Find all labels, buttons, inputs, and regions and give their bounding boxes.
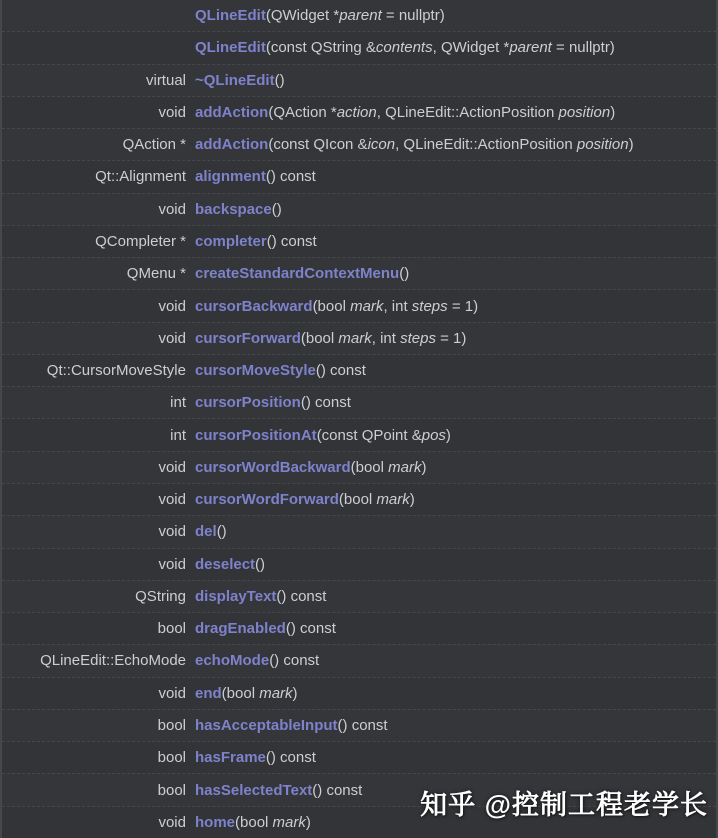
signature-text: ) xyxy=(305,813,311,831)
table-row xyxy=(2,354,716,386)
method-name-link[interactable]: createStandardContextMenu xyxy=(195,265,400,283)
table-row xyxy=(2,225,716,257)
return-type-cell: void xyxy=(158,555,186,573)
parameter-name: position xyxy=(558,103,611,121)
signature-text: () xyxy=(399,265,410,283)
method-name-link[interactable]: cursorMoveStyle xyxy=(195,362,316,380)
method-name-link[interactable]: completer xyxy=(195,232,267,250)
return-type-cell: QString xyxy=(135,587,186,605)
signature-cell xyxy=(186,782,362,799)
signature-cell xyxy=(186,717,388,734)
signature-cell xyxy=(186,330,466,347)
method-name-link[interactable]: QLineEdit xyxy=(195,39,266,57)
method-name-link[interactable]: cursorBackward xyxy=(195,297,313,315)
signature-text: ) xyxy=(409,491,415,509)
method-name-link[interactable]: end xyxy=(195,684,222,702)
signature-cell xyxy=(186,685,298,702)
signature-cell xyxy=(186,491,415,508)
signature-text: () xyxy=(274,71,285,89)
signature-cell xyxy=(186,588,326,605)
signature-text: (const QPoint & xyxy=(316,426,422,444)
signature-text: (bool xyxy=(312,297,351,315)
signature-text: () const xyxy=(312,781,363,799)
table-row xyxy=(2,322,716,354)
table-row xyxy=(2,31,716,63)
signature-text: = nullptr) xyxy=(381,7,445,25)
table-row xyxy=(2,548,716,580)
signature-text: () xyxy=(271,200,282,218)
signature-text: , QLineEdit::ActionPosition xyxy=(376,103,559,121)
parameter-name: parent xyxy=(509,39,552,57)
signature-text: () const xyxy=(300,394,351,412)
signature-cell xyxy=(186,652,319,669)
table-row xyxy=(2,644,716,676)
return-type-cell: virtual xyxy=(145,71,186,89)
return-type-cell: QAction * xyxy=(122,136,186,154)
method-name-link[interactable]: ~QLineEdit xyxy=(195,71,275,89)
return-type-cell: QCompleter * xyxy=(95,232,186,250)
return-type-cell: QLineEdit::EchoMode xyxy=(40,652,186,670)
method-name-link[interactable]: dragEnabled xyxy=(195,620,286,638)
table-row xyxy=(2,451,716,483)
return-type-cell: void xyxy=(158,523,186,541)
method-name-link[interactable]: cursorWordBackward xyxy=(195,458,351,476)
return-type-cell: void xyxy=(158,329,186,347)
parameter-name: position xyxy=(576,136,629,154)
signature-cell xyxy=(186,556,265,573)
signature-text: ) xyxy=(610,103,616,121)
table-row xyxy=(2,515,716,547)
signature-text: ) xyxy=(292,684,298,702)
return-type-cell: bool xyxy=(157,781,186,799)
signature-text: () xyxy=(255,555,266,573)
signature-text: () const xyxy=(285,620,336,638)
return-type-cell: void xyxy=(158,297,186,315)
method-name-link[interactable]: hasAcceptableInput xyxy=(195,716,338,734)
method-name-link[interactable]: cursorPositionAt xyxy=(195,426,317,444)
signature-cell xyxy=(186,233,317,250)
method-name-link[interactable]: backspace xyxy=(195,200,272,218)
signature-text: = 1) xyxy=(447,297,479,315)
signature-cell xyxy=(186,298,478,315)
signature-text: , int xyxy=(383,297,412,315)
return-type-cell: void xyxy=(158,813,186,831)
parameter-name: mark xyxy=(259,684,293,702)
signature-text: () const xyxy=(265,749,316,767)
table-row xyxy=(2,709,716,741)
parameter-name: parent xyxy=(339,7,382,25)
table-row xyxy=(2,128,716,160)
table-row xyxy=(2,64,716,96)
table-row xyxy=(2,160,716,192)
return-type-cell: bool xyxy=(157,716,186,734)
table-row xyxy=(2,418,716,450)
return-type-cell: bool xyxy=(157,620,186,638)
signature-cell xyxy=(186,104,615,121)
return-type-cell: QMenu * xyxy=(126,265,186,283)
parameter-name: mark xyxy=(338,329,372,347)
return-type-cell: int xyxy=(170,394,186,412)
signature-text: ) xyxy=(421,458,427,476)
method-name-link[interactable]: addAction xyxy=(195,136,269,154)
signature-text: () const xyxy=(269,652,320,670)
signature-text: (QAction * xyxy=(268,103,337,121)
signature-text: (bool xyxy=(338,491,377,509)
signature-text: (bool xyxy=(300,329,339,347)
signature-cell xyxy=(186,394,351,411)
signature-text: , QLineEdit::ActionPosition xyxy=(395,136,577,154)
table-row xyxy=(2,806,716,838)
parameter-name: mark xyxy=(376,491,410,509)
table-row xyxy=(2,96,716,128)
signature-text: , int xyxy=(371,329,401,347)
parameter-name: mark xyxy=(388,458,422,476)
signature-text: () const xyxy=(266,232,317,250)
signature-text: (QWidget * xyxy=(265,7,340,25)
signature-text: () const xyxy=(265,168,316,186)
return-type-cell: void xyxy=(158,458,186,476)
signature-text: (bool xyxy=(235,813,273,831)
return-type-cell: void xyxy=(158,103,186,121)
parameter-name: icon xyxy=(367,136,396,154)
table-row xyxy=(2,580,716,612)
return-type-cell: void xyxy=(158,491,186,509)
parameter-name: mark xyxy=(272,813,306,831)
return-type-cell: bool xyxy=(157,749,186,767)
method-name-link[interactable]: hasFrame xyxy=(195,749,266,767)
signature-cell xyxy=(186,136,634,153)
parameter-name: steps xyxy=(411,297,448,315)
parameter-name: action xyxy=(336,103,377,121)
table-row xyxy=(2,677,716,709)
table-row xyxy=(2,612,716,644)
method-name-link[interactable]: cursorPosition xyxy=(195,394,301,412)
method-name-link[interactable]: alignment xyxy=(195,168,266,186)
signature-text: (bool xyxy=(221,684,260,702)
method-name-link[interactable]: echoMode xyxy=(195,652,270,670)
signature-text: (const QIcon & xyxy=(268,136,368,154)
signature-text: (bool xyxy=(350,458,389,476)
signature-cell xyxy=(186,168,316,185)
signature-cell xyxy=(186,7,445,24)
parameter-name: contents xyxy=(375,39,433,57)
parameter-name: mark xyxy=(350,297,384,315)
signature-cell xyxy=(186,72,285,89)
table-row xyxy=(2,193,716,225)
table-row xyxy=(2,741,716,773)
signature-text: ) xyxy=(628,136,634,154)
table-row xyxy=(2,257,716,289)
table-row xyxy=(2,0,716,31)
return-type-cell: int xyxy=(170,426,186,444)
signature-text: ) xyxy=(445,426,451,444)
table-row xyxy=(2,483,716,515)
method-name-link[interactable]: cursorForward xyxy=(195,329,301,347)
parameter-name: pos xyxy=(421,426,446,444)
return-type-cell: Qt::Alignment xyxy=(95,168,186,186)
method-name-link[interactable]: addAction xyxy=(195,103,269,121)
signature-cell xyxy=(186,814,311,831)
method-name-link[interactable]: deselect xyxy=(195,555,256,573)
signature-text: () xyxy=(216,523,227,541)
signature-cell xyxy=(186,362,366,379)
signature-cell xyxy=(186,427,451,444)
method-name-link[interactable]: hasSelectedText xyxy=(195,781,313,799)
signature-cell xyxy=(186,265,409,282)
signature-cell xyxy=(186,620,336,637)
signature-text: () const xyxy=(337,716,388,734)
zhihu-watermark: 知乎 @控制工程老学长 xyxy=(420,790,708,820)
signature-text: () const xyxy=(315,362,366,380)
method-name-link[interactable]: displayText xyxy=(195,587,277,605)
method-name-link[interactable]: cursorWordForward xyxy=(195,491,339,509)
table-row xyxy=(2,386,716,418)
signature-cell xyxy=(186,39,615,56)
return-type-cell: void xyxy=(158,684,186,702)
method-name-link[interactable]: QLineEdit xyxy=(195,7,266,25)
method-name-link[interactable]: del xyxy=(195,523,217,541)
table-row xyxy=(2,289,716,321)
signature-cell xyxy=(186,201,282,218)
signature-text: (const QString & xyxy=(265,39,376,57)
signature-cell xyxy=(186,459,426,476)
signature-text: () const xyxy=(276,587,327,605)
signature-cell xyxy=(186,749,316,766)
method-name-link[interactable]: home xyxy=(195,813,236,831)
signature-text: = nullptr) xyxy=(551,39,615,57)
signature-text: = 1) xyxy=(435,329,467,347)
signature-text: , QWidget * xyxy=(432,39,510,57)
return-type-cell: void xyxy=(158,200,186,218)
table-row xyxy=(2,773,716,805)
return-type-cell: Qt::CursorMoveStyle xyxy=(46,362,186,380)
parameter-name: steps xyxy=(400,329,436,347)
signature-cell xyxy=(186,523,227,540)
